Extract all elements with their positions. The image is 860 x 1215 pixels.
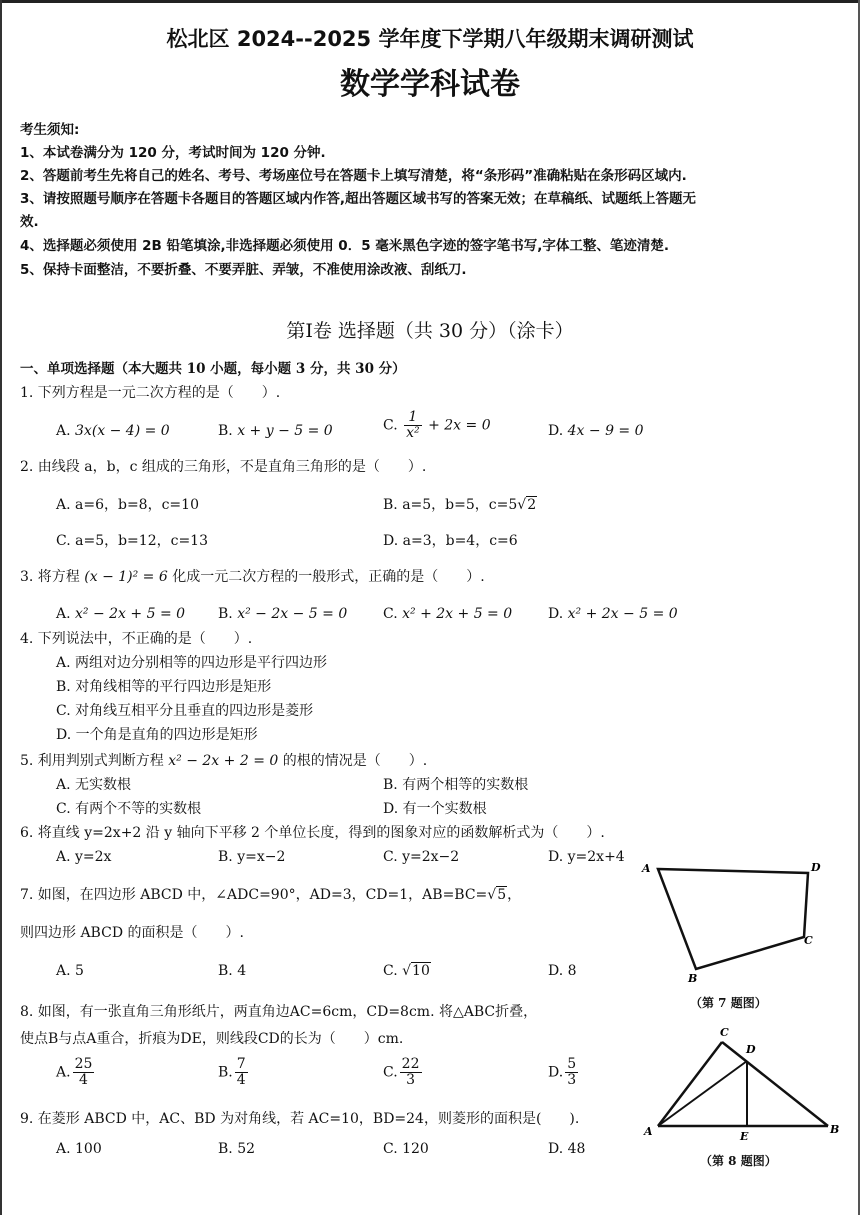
q8-b-fraction [235, 1057, 248, 1088]
q1-d-label: D. [548, 423, 564, 439]
q8-d-fraction [565, 1057, 578, 1088]
q8-a-fraction [73, 1057, 95, 1088]
q7-option-d: D. 8 [548, 963, 577, 979]
q3-d-expr: x² + 2x − 5 = 0 [567, 606, 678, 622]
q8-option-a [56, 1057, 96, 1088]
q4-option-b: B. 对角线相等的平行四边形是矩形 [56, 679, 272, 695]
q7-stem-end: ， [507, 887, 522, 903]
q8-b-num: 7 [236, 1056, 246, 1072]
q8-figure [640, 1020, 845, 1145]
q2-b-sqrt-sign: √ [517, 497, 527, 513]
q1-d-expr: 4x − 9 = 0 [567, 423, 644, 439]
left-border [0, 0, 2, 1215]
q1-c-num: 1 [404, 410, 422, 426]
q1-option-c [383, 410, 491, 441]
q5-option-c: C. 有两个不等的实数根 [56, 801, 202, 817]
q8-option-d [548, 1057, 580, 1088]
q5-stem-post: 的根的情况是（ ）. [282, 753, 428, 769]
top-border [0, 0, 860, 3]
q1-c-den: x² [406, 425, 420, 441]
q1-a-label: A. [56, 423, 71, 439]
q2-b-text: B. a=5，b=5，c=5 [383, 497, 518, 513]
q1-c-fraction [404, 410, 422, 441]
q6-option-b: B. y=x−2 [218, 849, 286, 865]
notice-heading: 考生须知: [20, 122, 80, 138]
q8-segment-ad [658, 1061, 747, 1126]
q1-c-label: C. [383, 417, 398, 434]
q8-b-label: B. [218, 1064, 233, 1081]
q3-option-c [383, 605, 512, 623]
q5-option-a: A. 无实数根 [56, 777, 132, 793]
q8-d-den: 3 [567, 1072, 577, 1088]
q4-option-d: D. 一个角是直角的四边形是矩形 [56, 727, 258, 743]
q8-b-den: 4 [236, 1072, 246, 1088]
q8-side-ac [658, 1042, 722, 1126]
q8-point-a: A [644, 1125, 653, 1138]
notice-item-3-cont: 效. [20, 214, 39, 230]
q7-option-c [383, 962, 431, 980]
q3-option-a [56, 605, 185, 623]
q3-a-label: A. [56, 606, 71, 622]
q4-stem: 4. 下列说法中，不正确的是（ ）. [20, 631, 253, 647]
q3-stem-post: 化成一元二次方程的一般形式，正确的是（ ）. [172, 569, 485, 585]
q8-c-num: 22 [401, 1056, 420, 1072]
notice-item-2: 2、答题前考生先将自己的姓名、考号、考场座位号在答题卡上填写清楚，将“条形码”准确粘贴在条形码区域内. [20, 168, 687, 184]
notice-item-4: 4、选择题必须使用 2B 铅笔填涂,非选择题必须使用 0．5 毫米黑色字迹的签字笔书写,字体工整、笔迹清楚. [20, 238, 670, 254]
q5-option-d: D. 有一个实数根 [383, 801, 487, 817]
q8-a-den: 4 [79, 1072, 88, 1088]
q8-point-c: C [720, 1026, 729, 1039]
q3-a-expr: x² − 2x + 5 = 0 [75, 606, 186, 622]
q4-option-c: C. 对角线互相平分且垂直的四边形是菱形 [56, 703, 314, 719]
q7-c-label: C. [383, 963, 398, 979]
q8-d-label: D. [548, 1064, 564, 1081]
q1-option-a [56, 422, 170, 440]
q1-c-rest: + 2x = 0 [428, 417, 491, 434]
q8-a-num: 25 [74, 1056, 93, 1072]
q1-a-expr: 3x(x − 4) = 0 [75, 423, 170, 439]
q4-option-a: A. 两组对边分别相等的四边形是平行四边形 [56, 655, 328, 671]
q7-figure [638, 855, 838, 990]
q8-c-fraction [400, 1057, 422, 1088]
notice-item-3: 3、请按照题号顺序在答题卡各题目的答题区域内作答,超出答题区域书写的答案无效；在草稿纸、试题纸上答题无 [20, 191, 697, 207]
q7-point-c: C [804, 934, 813, 947]
q2-b-radicand: 2 [527, 497, 537, 513]
q8-d-num: 5 [567, 1056, 577, 1072]
q7-stem-radicand: 5 [497, 887, 507, 903]
q2-option-a: A. a=6，b=8，c=10 [56, 497, 199, 513]
q3-d-label: D. [548, 606, 564, 622]
q5-stem-pre: 5. 利用判别式判断方程 [20, 753, 164, 769]
q5-stem-expr: x² − 2x + 2 = 0 [168, 753, 279, 769]
q7-point-a: A [642, 862, 651, 875]
q7-quadrilateral [658, 869, 808, 969]
q7-c-sqrt-sign: √ [402, 963, 412, 979]
q3-option-b [218, 605, 347, 623]
q7-point-d: D [811, 861, 821, 874]
q9-option-c: C. 120 [383, 1141, 429, 1157]
q7-point-b: B [688, 972, 698, 985]
q8-a-label: A. [56, 1064, 71, 1081]
q1-b-expr: x + y − 5 = 0 [237, 423, 333, 439]
q7-stem-2: 则四边形 ABCD 的面积是（ ）. [20, 925, 244, 941]
q6-option-c: C. y=2x−2 [383, 849, 460, 865]
q8-point-b: B [830, 1123, 840, 1136]
q1-option-d [548, 422, 644, 440]
q3-stem-expr: (x − 1)² = 6 [84, 569, 168, 585]
q2-option-d: D. a=3，b=4，c=6 [383, 533, 518, 549]
q7-figure-caption: （第 7 题图） [690, 996, 767, 1010]
q3-stem-pre: 3. 将方程 [20, 569, 80, 585]
q8-point-d: D [746, 1043, 756, 1056]
part-title: 一、单项选择题（本大题共 10 小题，每小题 3 分，共 30 分） [20, 361, 406, 377]
q8-figure-caption: （第 8 题图） [700, 1154, 777, 1168]
q8-stem-2: 使点B与点A重合，折痕为DE，则线段CD的长为（ ）cm. [20, 1031, 404, 1047]
q3-stem [20, 568, 485, 586]
q6-option-a: A. y=2x [56, 849, 112, 865]
q9-stem: 9. 在菱形 ABCD 中，AC、BD 为对角线，若 AC=10，BD=24，则菱形的面积是( ). [20, 1111, 580, 1127]
subject-title: 数学学科试卷 [340, 67, 520, 102]
q6-option-d: D. y=2x+4 [548, 849, 625, 865]
notice-item-5: 5、保持卡面整洁，不要折叠、不要弄脏、弄皱，不准使用涂改液、刮纸刀. [20, 262, 467, 278]
q7-c-radicand: 10 [412, 963, 430, 979]
q3-option-d [548, 605, 678, 623]
q3-c-expr: x² + 2x + 5 = 0 [402, 606, 513, 622]
q2-stem: 2. 由线段 a，b，c 组成的三角形，不是直角三角形的是（ ）. [20, 459, 427, 475]
q2-option-b [383, 496, 537, 514]
q7-sqrt-sign: √ [487, 887, 497, 903]
q7-option-a: A. 5 [56, 963, 84, 979]
q5-stem [20, 752, 427, 770]
q9-option-a: A. 100 [56, 1141, 102, 1157]
section-title: 第Ⅰ卷 选择题（共 30 分）（涂卡） [286, 320, 574, 342]
q8-c-label: C. [383, 1064, 398, 1081]
q5-option-b: B. 有两个相等的实数根 [383, 777, 529, 793]
q7-stem-text: 7. 如图，在四边形 ABCD 中，∠ADC=90°，AD=3，CD=1，AB=BC= [20, 887, 488, 903]
q7-stem [20, 886, 521, 904]
q1-stem: 1. 下列方程是一元二次方程的是（ ）. [20, 385, 281, 401]
exam-title: 松北区 2024--2025 学年度下学期八年级期末调研测试 [166, 27, 694, 51]
q9-option-b: B. 52 [218, 1141, 256, 1157]
q8-option-c [383, 1057, 424, 1088]
q7-option-b: B. 4 [218, 963, 247, 979]
q8-side-cb [722, 1042, 828, 1126]
q1-option-b [218, 422, 333, 440]
q1-b-label: B. [218, 423, 233, 439]
q8-option-b [218, 1057, 250, 1088]
q2-option-c: C. a=5，b=12，c=13 [56, 533, 208, 549]
q6-stem: 6. 将直线 y=2x+2 沿 y 轴向下平移 2 个单位长度，得到的图象对应的函数解析式为（ ）. [20, 825, 605, 841]
q3-b-expr: x² − 2x − 5 = 0 [237, 606, 348, 622]
q3-c-label: C. [383, 606, 398, 622]
q8-c-den: 3 [406, 1072, 416, 1088]
q3-b-label: B. [218, 606, 233, 622]
notice-item-1: 1、本试卷满分为 120 分，考试时间为 120 分钟. [20, 145, 326, 161]
q9-option-d: D. 48 [548, 1141, 586, 1157]
q8-stem: 8. 如图，有一张直角三角形纸片，两直角边AC=6cm，CD=8cm. 将△ABC折叠， [20, 1004, 538, 1020]
q8-point-e: E [740, 1130, 749, 1143]
